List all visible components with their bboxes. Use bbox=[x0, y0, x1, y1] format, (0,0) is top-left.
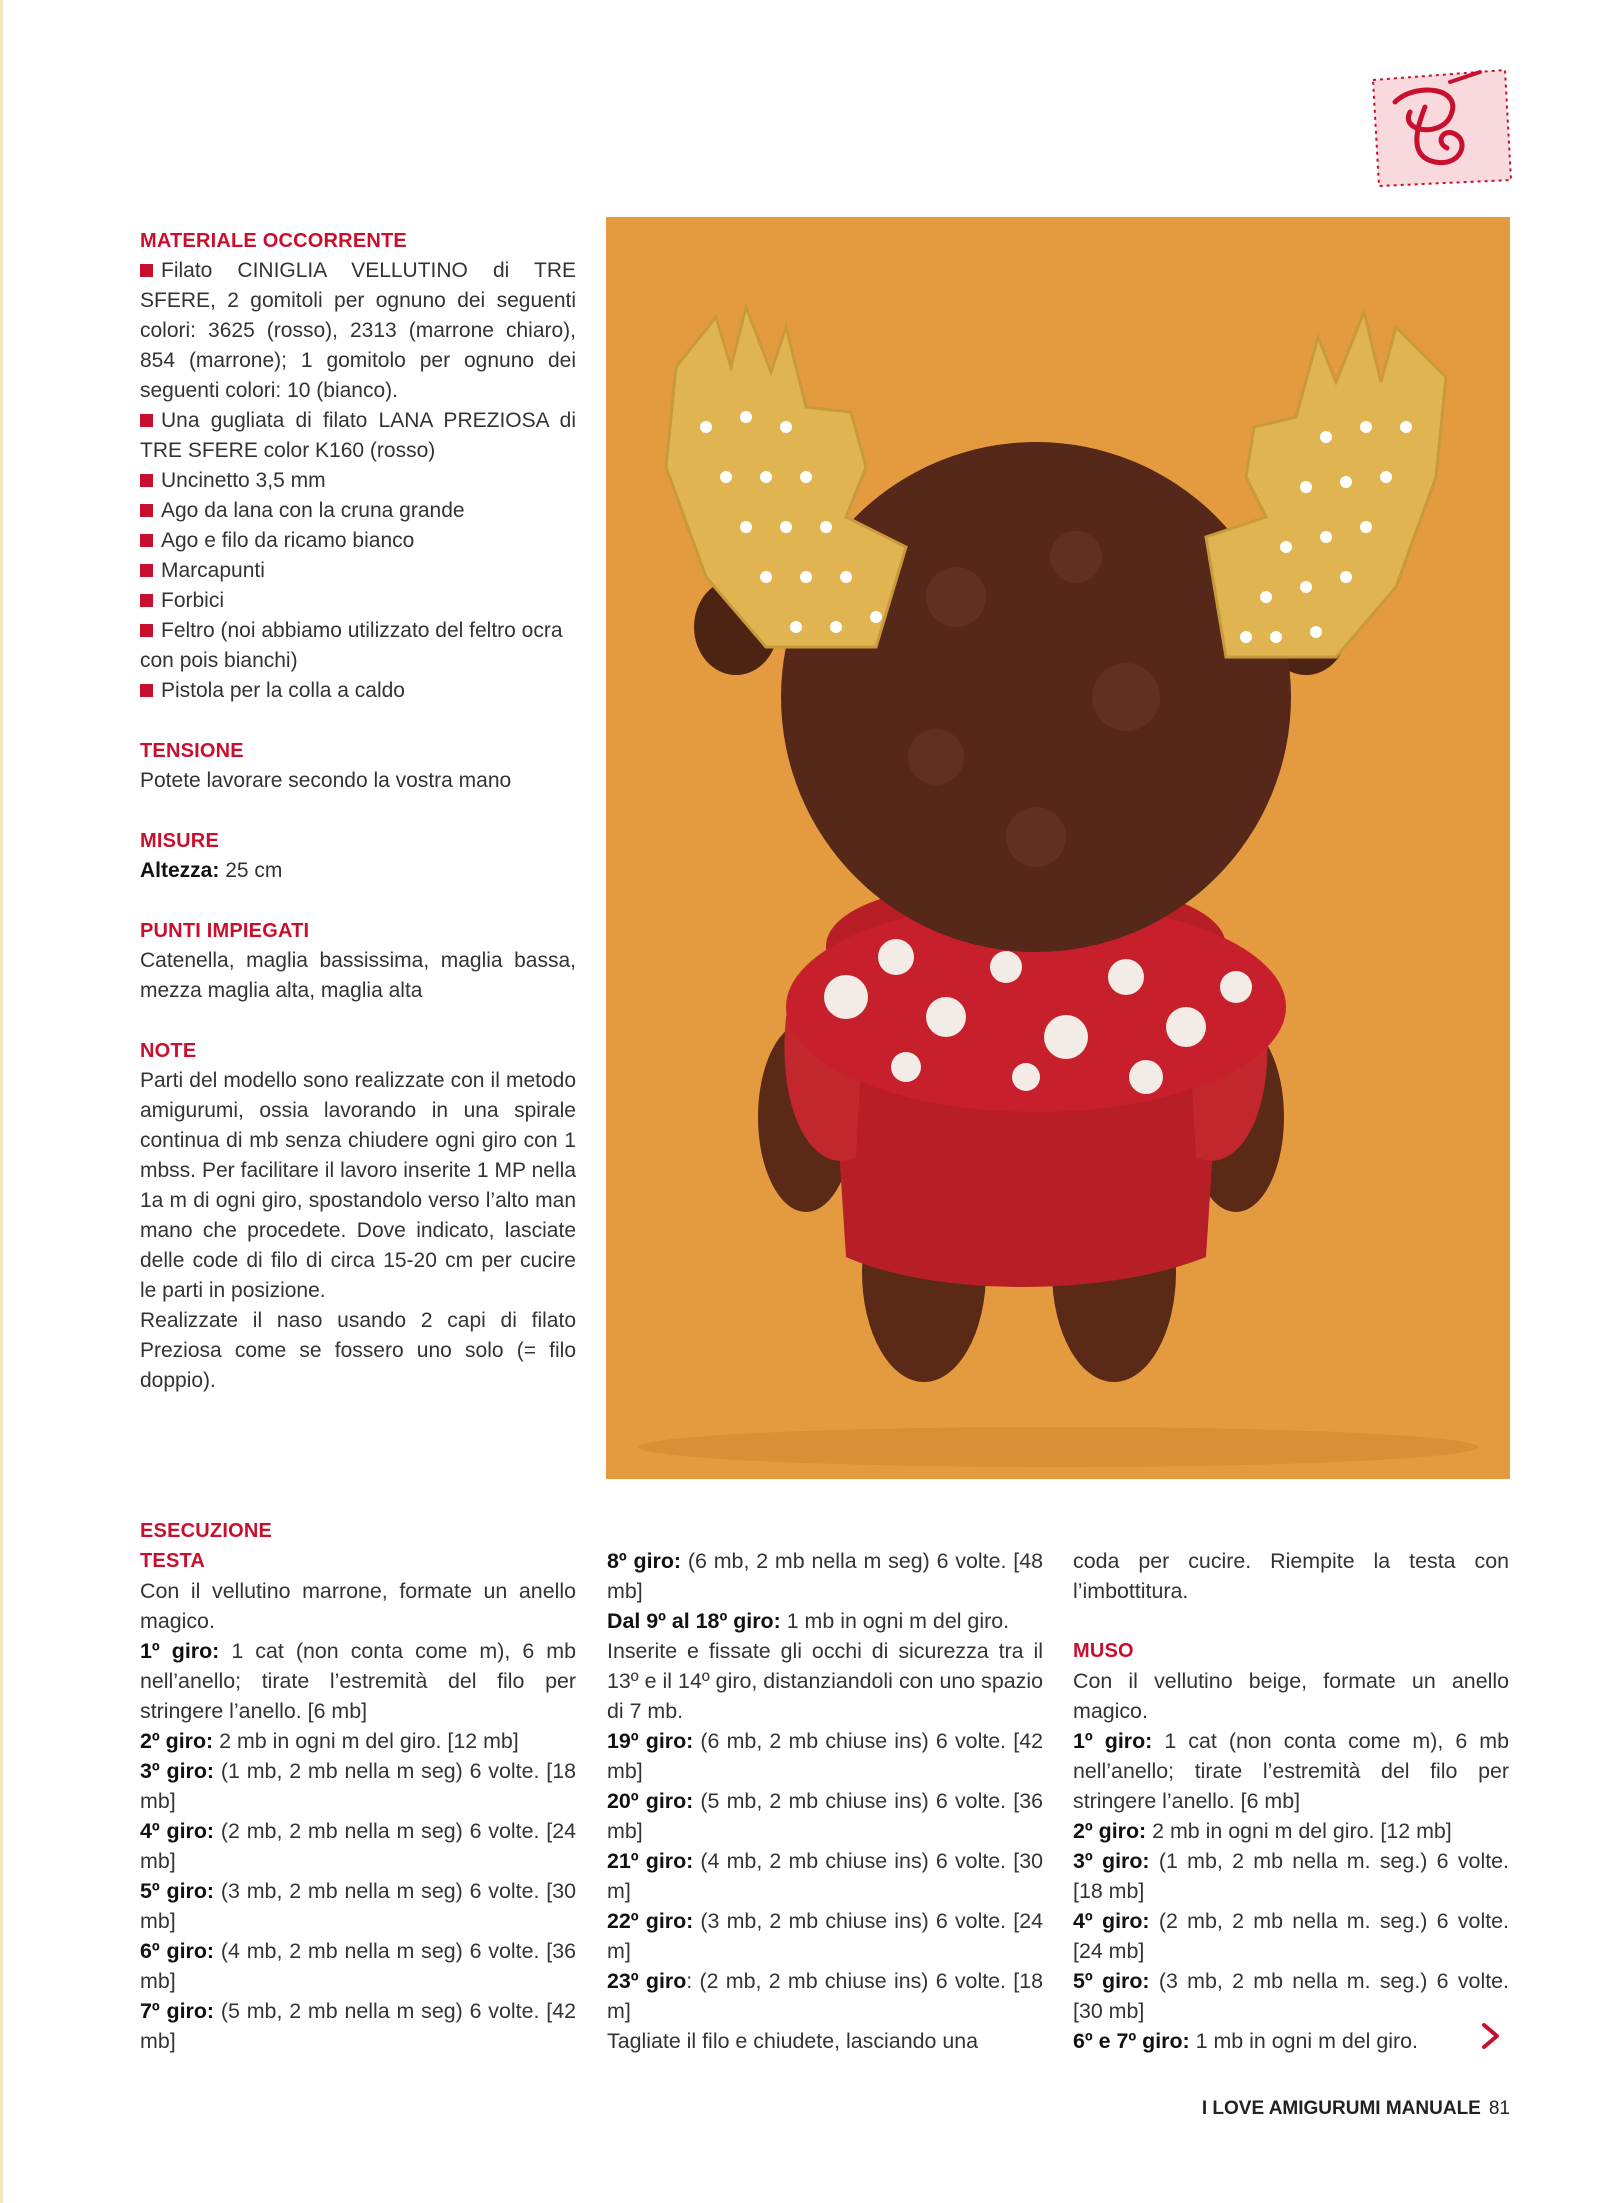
magazine-title: I LOVE AMIGURUMI MANUALE bbox=[1201, 2098, 1481, 2119]
materiale-item: Filato CINIGLIA VELLUTINO di TRE SFERE, 2 gomitoli per ognuno dei seguenti colori: 3625 (rosso), 2313 (marrone chiaro), 854 (marrone); 1 gomitolo per ognuno dei seguenti colori: 10 (bianco). bbox=[140, 259, 576, 402]
note-paragraph: Realizzate il naso usando 2 capi di filato Preziosa come se fossero uno solo (= filo doppio). bbox=[140, 1309, 576, 1392]
materiale-list bbox=[140, 256, 576, 706]
esecuzione-column-2 bbox=[607, 1546, 1043, 2056]
crochet-hook-logo-icon bbox=[1355, 62, 1515, 192]
amigurumi-moose-photo bbox=[606, 217, 1510, 1479]
round-line: 1º giro: 1 cat (non conta come m), 6 mb nell’anello; tirate l’estremità del filo per stringere l’anello. [6 mb] bbox=[1073, 1729, 1509, 1813]
round-line: 19º giro: (6 mb, 2 mb chiuse ins) 6 volte. [42 mb] bbox=[607, 1729, 1043, 1783]
eyes-instruction: Inserite e fissate gli occhi di sicurezza tra il 13º e il 14º giro, distanziandoli con uno spazio di 7 mb. bbox=[607, 1639, 1043, 1723]
muso-heading: MUSO bbox=[1073, 1640, 1134, 1662]
bullet-square-icon bbox=[140, 534, 153, 547]
materiale-item: Ago e filo da ricamo bianco bbox=[140, 526, 576, 556]
round-line: Dal 9º al 18º giro: 1 mb in ogni m del giro. bbox=[607, 1609, 1010, 1633]
round-line: 6º giro: (4 mb, 2 mb nella m seg) 6 volte. [36 mb] bbox=[140, 1939, 576, 1993]
esecuzione-column-1 bbox=[140, 1516, 576, 2056]
round-line: 3º giro: (1 mb, 2 mb nella m seg) 6 volte. [18 mb] bbox=[140, 1759, 576, 1813]
materiale-item: Forbici bbox=[140, 586, 576, 616]
bullet-square-icon bbox=[140, 264, 153, 277]
bullet-square-icon bbox=[140, 414, 153, 427]
bullet-square-icon bbox=[140, 504, 153, 517]
misure-heading: MISURE bbox=[140, 830, 219, 852]
moose-illustration-icon bbox=[606, 217, 1510, 1479]
round-line: 7º giro: (5 mb, 2 mb nella m seg) 6 volte. [42 mb] bbox=[140, 1999, 576, 2053]
finishing-text: Tagliate il filo e chiudete, lasciando una bbox=[607, 2029, 979, 2053]
page-footer bbox=[1000, 2098, 1510, 2120]
tensione-heading: TENSIONE bbox=[140, 740, 244, 762]
materiale-item: Pistola per la colla a caldo bbox=[140, 676, 576, 706]
materiale-item: Una gugliata di filato LANA PREZIOSA di TRE SFERE color K160 (rosso) bbox=[140, 409, 576, 462]
punti-heading: PUNTI IMPIEGATI bbox=[140, 920, 310, 942]
finishing-text-continued: coda per cucire. Riempite la testa con l’imbottitura. bbox=[1073, 1549, 1509, 1603]
misure-text: Altezza: 25 cm bbox=[140, 859, 283, 882]
testa-intro: Con il vellutino marrone, formate un anello magico. bbox=[140, 1579, 576, 1633]
materiale-item: Marcapunti bbox=[140, 556, 576, 586]
esecuzione-heading: ESECUZIONE bbox=[140, 1520, 273, 1542]
round-line: 3º giro: (1 mb, 2 mb nella m. seg.) 6 volte. [18 mb] bbox=[1073, 1849, 1509, 1903]
esecuzione-column-3 bbox=[1073, 1546, 1509, 2056]
round-line: 20º giro: (5 mb, 2 mb chiuse ins) 6 volte. [36 mb] bbox=[607, 1789, 1043, 1843]
note-heading: NOTE bbox=[140, 1040, 197, 1062]
round-line: 5º giro: (3 mb, 2 mb nella m seg) 6 volte. [30 mb] bbox=[140, 1879, 576, 1933]
round-line: 5º giro: (3 mb, 2 mb nella m. seg.) 6 volte. [30 mb] bbox=[1073, 1969, 1509, 2023]
muso-intro: Con il vellutino beige, formate un anello magico. bbox=[1073, 1669, 1509, 1723]
continue-arrow-icon bbox=[1478, 2022, 1502, 2050]
round-line: 6º e 7º giro: 1 mb in ogni m del giro. bbox=[1073, 2029, 1418, 2053]
materiale-item: Uncinetto 3,5 mm bbox=[140, 466, 576, 496]
round-line: 4º giro: (2 mb, 2 mb nella m. seg.) 6 volte. [24 mb] bbox=[1073, 1909, 1509, 1963]
round-line: 21º giro: (4 mb, 2 mb chiuse ins) 6 volte. [30 m] bbox=[607, 1849, 1043, 1903]
round-line: 23º giro: (2 mb, 2 mb chiuse ins) 6 volte. [18 m] bbox=[607, 1969, 1043, 2023]
page-edge-line bbox=[0, 0, 3, 2203]
materiale-item: Feltro (noi abbiamo utilizzato del feltro ocra con pois bianchi) bbox=[140, 619, 563, 672]
punti-text: Catenella, maglia bassissima, maglia bassa, mezza maglia alta, maglia alta bbox=[140, 949, 576, 1002]
bullet-square-icon bbox=[140, 684, 153, 697]
bullet-square-icon bbox=[140, 474, 153, 487]
info-column bbox=[140, 226, 576, 1396]
bullet-square-icon bbox=[140, 594, 153, 607]
round-line: 2º giro: 2 mb in ogni m del giro. [12 mb] bbox=[1073, 1819, 1452, 1843]
tensione-text: Potete lavorare secondo la vostra mano bbox=[140, 769, 512, 792]
round-line: 4º giro: (2 mb, 2 mb nella m seg) 6 volte. [24 mb] bbox=[140, 1819, 576, 1873]
bullet-square-icon bbox=[140, 564, 153, 577]
round-line: 22º giro: (3 mb, 2 mb chiuse ins) 6 volte. [24 m] bbox=[607, 1909, 1043, 1963]
round-line: 8º giro: (6 mb, 2 mb nella m seg) 6 volte. [48 mb] bbox=[607, 1549, 1043, 1603]
round-line: 2º giro: 2 mb in ogni m del giro. [12 mb] bbox=[140, 1729, 519, 1753]
page-number: 81 bbox=[1488, 2098, 1510, 2119]
bullet-square-icon bbox=[140, 624, 153, 637]
round-line: 1º giro: 1 cat (non conta come m), 6 mb nell’anello; tirate l’estremità del filo per stringere l’anello. [6 mb] bbox=[140, 1639, 576, 1723]
testa-heading: TESTA bbox=[140, 1550, 206, 1572]
materiale-heading: MATERIALE OCCORRENTE bbox=[140, 230, 407, 252]
note-paragraph: Parti del modello sono realizzate con il metodo amigurumi, ossia lavorando in una spirale continua di mb senza chiudere ogni giro con 1 mbss. Per facilitare il lavoro inserite 1 MP nella 1a m di ogni giro, spostandolo verso l’alto man mano che procedete. Dove indicato, lasciate delle code di filo di circa 15-20 cm per cucire le parti in posizione. bbox=[140, 1069, 576, 1302]
materiale-item: Ago da lana con la cruna grande bbox=[140, 496, 576, 526]
